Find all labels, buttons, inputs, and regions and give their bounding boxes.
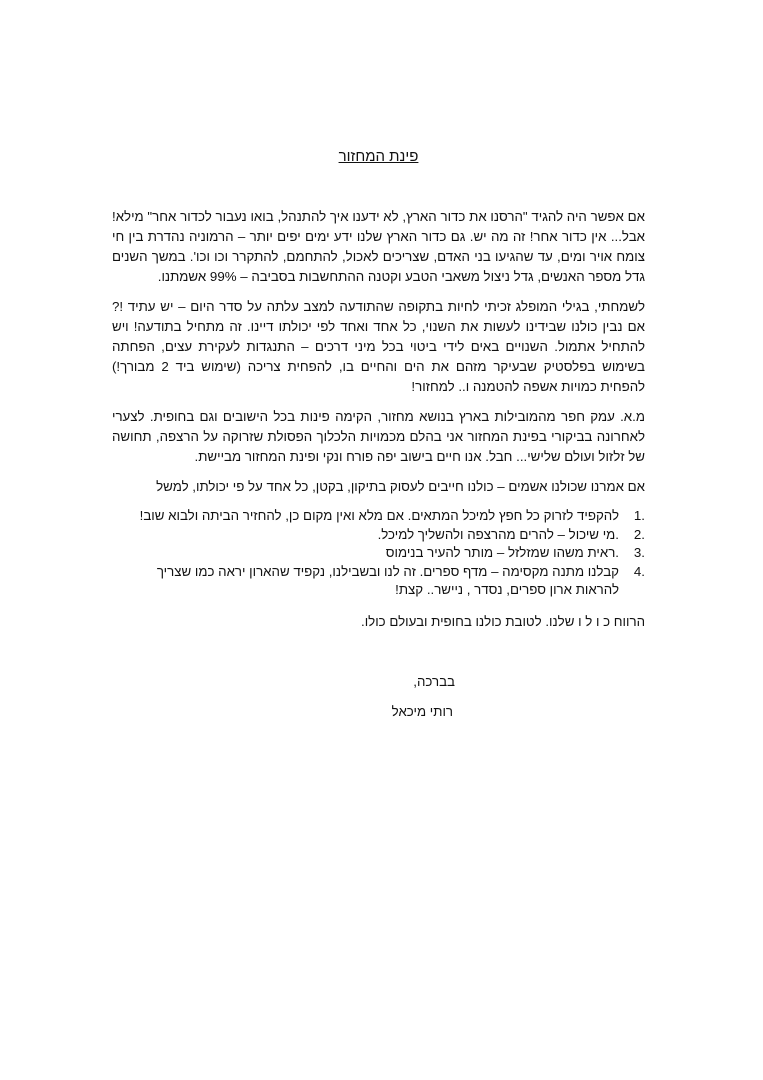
list-text: להקפיד לזרוק כל חפץ למיכל המתאים. אם מלא ואין מקום כן, להחזיר הביתה ולבוא שוב! <box>139 508 619 523</box>
document-title: פינת המחזור <box>338 148 419 165</box>
list-number: 2. <box>633 526 645 542</box>
list-number: 3. <box>633 545 645 560</box>
list-item <box>112 526 645 545</box>
list-number: 4. <box>633 563 645 579</box>
list-number: 1. <box>633 508 645 523</box>
signoff-block <box>112 672 455 722</box>
list-text: קבלנו מתנה מקסימה – מדף ספרים. זה לנו ובשבילנו, נקפיד שהארון יראה כמו שצריך להראות ארון ספרים, נסדר , ניישר.. קצת! <box>156 563 619 597</box>
list-text: .ראית משהו שמזלזל – מותר להעיר בנימוס <box>385 545 619 560</box>
paragraph-regional-council: מ.א. עמק חפר מהמובילות בארץ בנושא מחזור, הקימה פינות בכל הישובים וגם בחופית. לצערי לאחרונה בביקורי בפינת המחזור אני בהלם מכמויות הלכלוך הפסולת שזרוקה על הרצפה, תחושה של זלזול ועולם שלישי... חבל. אנו חיים בישוב יפה פורח ונקי ופינת המחזור מביישת. <box>112 409 645 464</box>
list-item <box>112 544 645 563</box>
signature-name: רותי מיכאל <box>391 703 453 719</box>
paragraph-awareness: לשמחתי, בגילי המופלג זכיתי לחיות בתקופה שהתודעה למצב עלתה על סדר היום – יש עתיד !? אם נבין כולנו שבידינו לעשות את השנוי, כל אחד ואחד לפי יכולתו דיינו. זה מתחיל בתודעה! ויש להתחיל אתמול. השנויים באים לידי ביטוי בכל מיני דרכים – התנגדות לעקירת עצים, הפחתה בשימוש בפלסטיק שבעיקר מזהם את הים והחיים בו, להפחית צריכה (שימוש ביד 2 מבורך!) להפחית כמויות אשפה להטמנה ו.. למחזור! <box>112 299 645 394</box>
list-item <box>112 507 645 526</box>
list-item <box>112 563 645 600</box>
action-list <box>112 507 645 600</box>
paragraph-intro: אם אפשר היה להגיד "הרסנו את כדור הארץ, לא ידענו איך להתנהל, בואו נעבור לכדור אחר" מילא! אבל... אין כדור אחר! זה מה יש. גם כדור הארץ שלנו ידע ימים יפים יותר – הרמוניה נהדרת בין חי צומח אויר ומים, עד שהגיעו בני האדם, שצריכים לאכול, להתחמם, להתקרר וכו וכו'. במשך השנים גדל מספר האנשים, גדל ניצול משאבי הטבע וקטנה ההתחשבות בסביבה – 99% אשמתנו. <box>112 209 645 284</box>
paragraph-call-to-action: אם אמרנו שכולנו אשמים – כולנו חייבים לעסוק בתיקון, בקטן, כל אחד על פי יכולתו, למשל <box>156 479 645 494</box>
greeting: בברכה, <box>413 673 455 689</box>
list-text: .מי שיכול – להרים מהרצפה ולהשליך למיכל. <box>377 526 619 542</box>
closing-line: הרווח כ ו ל ו שלנו. לטובת כולנו בחופית ובעולם כולו. <box>361 613 645 629</box>
